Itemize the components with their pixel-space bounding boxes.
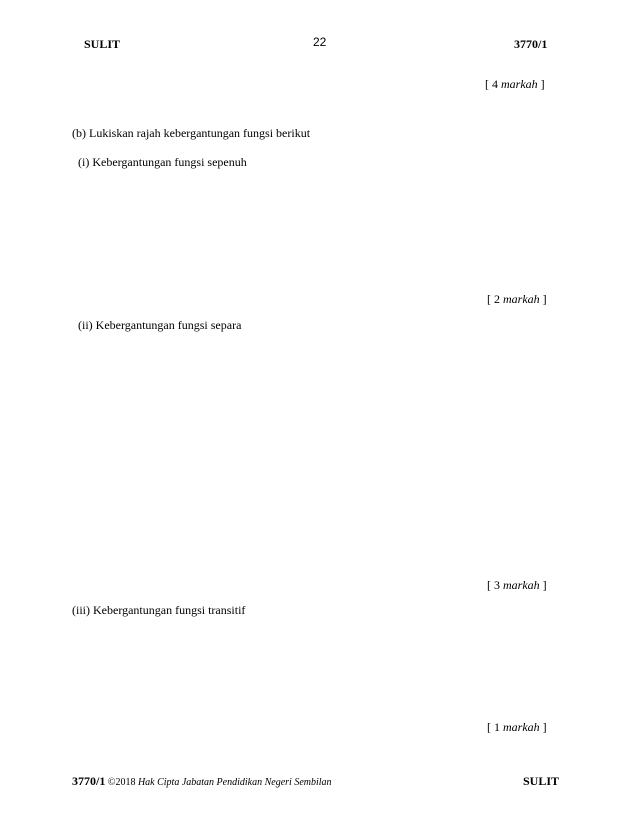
footer-copyright: ©2018 xyxy=(105,777,138,788)
question-b-stem: (b) Lukiskan rajah kebergantungan fungsi berikut xyxy=(72,126,311,140)
marks-word: markah xyxy=(501,77,538,91)
marks-open: [ 1 xyxy=(487,720,503,734)
question-b-ii: (ii) Kebergantungan fungsi separa xyxy=(78,318,242,332)
marks-q-a xyxy=(485,77,545,92)
question-b-iii: (iii) Kebergantungan fungsi transitif xyxy=(72,603,246,617)
marks-close: ] xyxy=(539,720,547,734)
marks-close: ] xyxy=(537,77,545,91)
footer-holder: Hak Cipta Jabatan Pendidikan Negeri Sembilan xyxy=(137,777,332,788)
marks-word: markah xyxy=(503,578,540,592)
marks-open: [ 3 xyxy=(487,578,503,592)
footer-copyright-line xyxy=(72,774,332,789)
marks-q-b-iii xyxy=(487,720,547,735)
marks-q-b-i xyxy=(487,292,547,307)
footer-paper-code: 3770/1 xyxy=(72,774,106,788)
marks-open: [ 2 xyxy=(487,292,503,306)
marks-close: ] xyxy=(539,292,547,306)
marks-close: ] xyxy=(539,578,547,592)
page-number: 22 xyxy=(313,35,327,49)
marks-open: [ 4 xyxy=(485,77,501,91)
marks-word: markah xyxy=(503,292,540,306)
question-b-i: (i) Kebergantungan fungsi sepenuh xyxy=(78,155,247,169)
header-classification: SULIT xyxy=(84,37,121,51)
header-paper-code: 3770/1 xyxy=(514,37,548,51)
footer-classification: SULIT xyxy=(523,774,560,788)
marks-word: markah xyxy=(503,720,540,734)
marks-q-b-ii xyxy=(487,578,547,593)
